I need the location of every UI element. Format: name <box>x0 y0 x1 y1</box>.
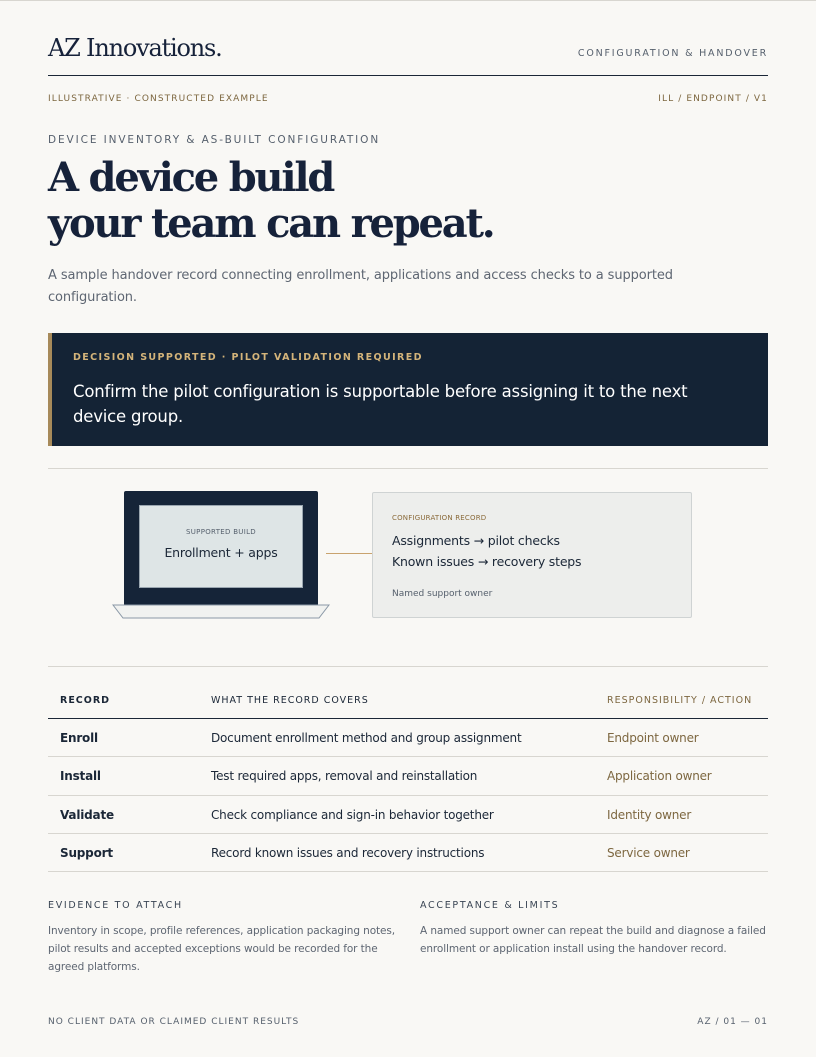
divider <box>48 468 768 469</box>
laptop-screen-panel <box>139 505 303 588</box>
laptop-base-icon <box>112 604 330 620</box>
table-row <box>48 757 768 795</box>
page-title-line-2: your team can repeat. <box>48 200 494 247</box>
column-header-coverage: WHAT THE RECORD COVERS <box>211 695 369 706</box>
record-coverage: Document enrollment method and group assignment <box>211 731 522 745</box>
table-row <box>48 834 768 872</box>
top-border <box>0 0 816 1</box>
table-header <box>48 681 768 719</box>
section-eyebrow: DEVICE INVENTORY & AS-BUILT CONFIGURATION <box>48 134 381 146</box>
page-title-line-1: A device build <box>48 154 334 201</box>
record-coverage: Record known issues and recovery instructions <box>211 845 485 860</box>
brand-logo-text: AZ Innovations. <box>48 34 222 62</box>
record-owner-role: Endpoint owner <box>607 731 699 745</box>
page-number: AZ / 01 — 01 <box>697 1017 768 1027</box>
divider <box>48 666 768 667</box>
record-coverage: Test required apps, removal and reinstallation <box>211 769 478 784</box>
table-row <box>48 796 768 834</box>
record-owner: Named support owner <box>392 589 493 599</box>
record-caption: CONFIGURATION RECORD <box>392 514 487 522</box>
evidence-title: EVIDENCE TO ATTACH <box>48 900 183 911</box>
footer-disclaimer: NO CLIENT DATA OR CLAIMED CLIENT RESULTS <box>48 1017 300 1027</box>
record-line-known-issues: Known issues → recovery steps <box>392 554 582 569</box>
document-classification: ILLUSTRATIVE · CONSTRUCTED EXAMPLE <box>48 94 269 104</box>
header-section-label: CONFIGURATION & HANDOVER <box>577 48 768 59</box>
record-owner-role: Identity owner <box>607 807 692 822</box>
record-name: Enroll <box>60 731 98 745</box>
record-owner-role: Service owner <box>607 845 690 860</box>
record-table <box>48 681 768 872</box>
record-name: Validate <box>60 807 114 822</box>
record-owner-role: Application owner <box>607 769 712 784</box>
diagram-connector <box>326 553 372 554</box>
configuration-record-card <box>372 492 692 618</box>
page-title <box>48 155 648 247</box>
callout-kicker: DECISION SUPPORTED · PILOT VALIDATION REQUIRED <box>73 352 423 363</box>
decision-callout <box>48 333 768 446</box>
column-header-responsibility: RESPONSIBILITY / ACTION <box>607 695 753 706</box>
table-row <box>48 719 768 757</box>
document-reference: ILL / ENDPOINT / V1 <box>658 94 768 104</box>
acceptance-body: A named support owner can repeat the build and diagnose a failed enrollment or application install using the handover record. <box>420 925 766 955</box>
record-coverage: Check compliance and sign-in behavior together <box>211 807 494 822</box>
laptop-illustration <box>124 491 318 606</box>
column-header-record: RECORD <box>60 695 111 706</box>
record-name: Install <box>60 769 101 784</box>
acceptance-title: ACCEPTANCE & LIMITS <box>420 900 560 911</box>
evidence-body: Inventory in scope, profile references, application packaging notes, pilot results and accepted exceptions would be recorded for the agreed platforms. <box>48 925 396 973</box>
record-name: Support <box>60 845 113 860</box>
laptop-label: Enrollment + apps <box>164 545 278 560</box>
intro-paragraph: A sample handover record connecting enrollment, applications and access checks to a supported configuration. <box>48 268 673 305</box>
laptop-caption: SUPPORTED BUILD <box>186 528 256 536</box>
record-line-assignments: Assignments → pilot checks <box>392 533 560 548</box>
page-header <box>48 34 768 76</box>
callout-text: Confirm the pilot configuration is supportable before assigning it to the next device group. <box>73 382 688 426</box>
